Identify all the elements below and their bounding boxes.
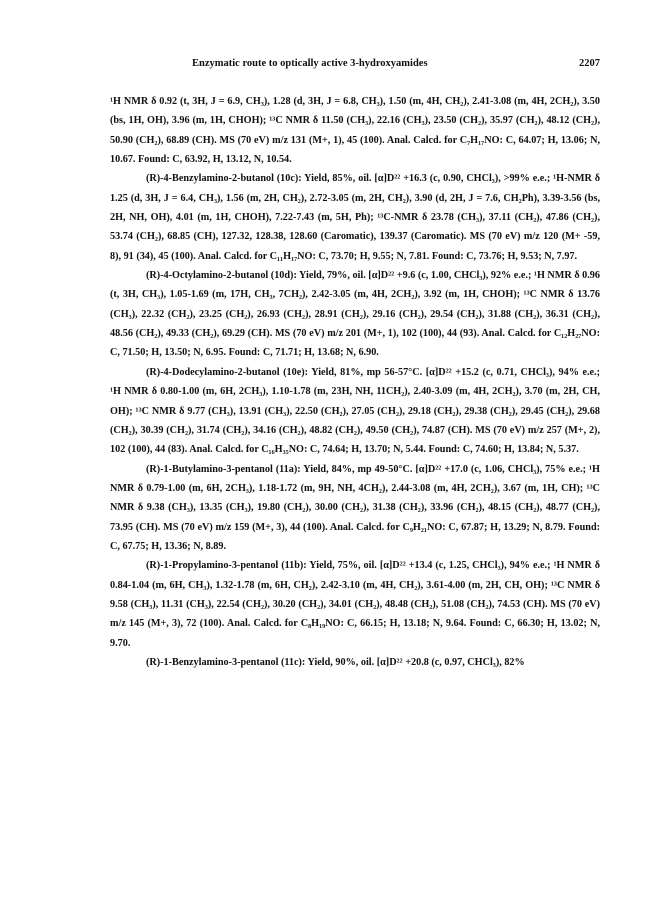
experimental-text (110, 92, 600, 672)
compound-heading: (R)-1-Butylamino-3-pentanol (11a): (146, 463, 301, 475)
paragraph-10d (110, 266, 600, 363)
compound-heading: (R)-1-Benzylamino-3-pentanol (11c): (146, 656, 306, 668)
page-number: 2207 (579, 58, 600, 69)
paragraph-text: Yield, 81%, mp 56-57°C. [α]D²² +15.2 (c, 0.71, CHCl₃), 94% e.e.; ¹H NMR δ 0.80-1.00 (m, 6H, 2CH₃), 1.10-1.78 (m, 23H, NH, 11CH₂), 2.40-3.09 (m, 4H, 2CH₂), 3.70 (m, 2H, CH, OH); ¹³C NMR δ 9.77 (CH₃), 13.91 (CH₃), 22.50 (CH₂), 27.05 (CH₂), 29.18 (CH₂), 29.38 (CH₂), 29.45 (CH₂), 29.68 (CH₂), 30.39 (CH₂), 31.74 (CH₂), 34.16 (CH₂), 48.82 (CH₂), 49.50 (CH₂), 74.87 (CH). MS (70 eV) m/z 257 (M+, 2), 102 (100), 44 (83). Anal. Calcd. for C₁₆H₃₅NO: C, 74.64; H, 13.70; N, 5.44. Found: C, 74.60; H, 13.84; N, 5.37. (110, 366, 600, 456)
paragraph-text: Yield, 79%, oil. [α]D²² +9.6 (c, 1.00, CHCl₃), 92% e.e.; ¹H NMR δ 0.96 (t, 3H, CH₃), 1.05-1.69 (m, 17H, CH₃, 7CH₂), 2.42-3.05 (m, 4H, 2CH₂), 3.92 (m, 1H, CHOH); ¹³C NMR δ 13.76 (CH₃), 22.32 (CH₂), 23.25 (CH₂), 26.93 (CH₂), 28.91 (CH₂), 29.16 (CH₂), 29.54 (CH₂), 31.88 (CH₂), 36.31 (CH₂), 48.56 (CH₂), 49.33 (CH₂), 69.29 (CH). MS (70 eV) m/z 201 (M+, 1), 102 (100), 44 (93). Anal. Calcd. for C₁₂H₂₇NO: C, 71.50; H, 13.50; N, 6.95. Found: C, 71.71; H, 13.68; N, 6.90. (110, 270, 600, 359)
running-title: Enzymatic route to optically active 3-hydroxyamides (192, 58, 428, 69)
paragraph-11a (110, 460, 600, 557)
paragraph-text: ¹H NMR δ 0.92 (t, 3H, J = 6.9, CH₃), 1.28 (d, 3H, J = 6.8, CH₃), 1.50 (m, 4H, CH₂), 2.41-3.08 (m, 4H, 2CH₂), 3.50 (bs, 1H, OH), 3.96 (m, 1H, CHOH); ¹³C NMR δ 11.50 (CH₃), 22.16 (CH₃), 23.50 (CH₂), 35.97 (CH₂), 48.12 (CH₂), 50.90 (CH₂), 68.89 (CH). MS (70 eV) m/z 131 (M+, 1), 45 (100). Anal. Calcd. for C₇H₁₇NO: C, 64.07; H, 13.06; N, 10.67. Found: C, 63.92, H, 13.12, N, 10.54. (110, 96, 600, 166)
paragraph-text: Yield, 90%, oil. [α]D²² +20.8 (c, 0.97, CHCl₃), 82% (305, 656, 525, 668)
compound-heading: (R)-4-Benzylamino-2-butanol (10c): (146, 173, 302, 185)
paragraph-text: Yield, 75%, oil. [α]D²² +13.4 (c, 1.25, CHCl₃), 94% e.e.; ¹H NMR δ 0.84-1.04 (m, 6H, CH₃), 1.32-1.78 (m, 6H, CH₂), 2.42-3.10 (m, 4H, CH₂), 3.61-4.00 (m, 2H, CH, OH); ¹³C NMR δ 9.58 (CH₃), 11.31 (CH₃), 22.54 (CH₂), 30.20 (CH₂), 34.01 (CH₂), 48.48 (CH₂), 51.08 (CH₂), 74.53 (CH). MS (70 eV) m/z 145 (M+, 3), 72 (100). Anal. Calcd. for C₈H₁₉NO: C, 66.15; H, 13.18; N, 9.64. Found: C, 66.30; H, 13.02; N, 9.70. (110, 560, 601, 649)
paragraph-text: Yield, 85%, oil. [α]D²² +16.3 (c, 0.90, CHCl₃), >99% e.e.; ¹H-NMR δ 1.25 (d, 3H, J = 6.4, CH₃), 1.56 (m, 2H, CH₂), 2.72-3.05 (m, 2H, CH₂), 3.90 (d, 2H, J = 7.6, CH₂Ph), 3.39-3.56 (bs, 2H, NH, OH), 4.01 (m, 1H, CHOH), 7.22-7.43 (m, 5H, Ph); ¹³C-NMR δ 23.78 (CH₃), 37.11 (CH₂), 47.86 (CH₂), 53.74 (CH₂), 68.85 (CH), 127.32, 128.38, 128.60 (Caromatic), 139.37 (Caromatic). MS (70 eV) m/z 120 (M+ -59, 8), 91 (34), 45 (100). Anal. Calcd. for C₁₁H₁₇NO: C, 73.70; H, 9.55; N, 7.81. Found: C, 73.76; H, 9.53; N, 7.97. (110, 173, 600, 262)
running-head (110, 58, 600, 72)
compound-heading: (R)-4-Dodecylamino-2-butanol (10e): (146, 366, 309, 378)
paragraph-11b (110, 556, 600, 653)
compound-heading: (R)-1-Propylamino-3-pentanol (11b): (146, 560, 307, 572)
paragraph-10c (110, 169, 600, 266)
paragraph-text: Yield, 84%, mp 49-50°C. [α]D²² +17.0 (c, 1.06, CHCl₃), 75% e.e.; ¹H NMR δ 0.79-1.00 (m, 6H, 2CH₃), 1.18-1.72 (m, 9H, NH, 4CH₂), 2.44-3.08 (m, 4H, 2CH₂), 3.67 (m, 1H, CH); ¹³C NMR δ 9.38 (CH₃), 13.35 (CH₃), 19.80 (CH₂), 30.00 (CH₂), 31.38 (CH₂), 33.96 (CH₂), 48.15 (CH₂), 48.77 (CH₂), 73.95 (CH). MS (70 eV) m/z 159 (M+, 3), 44 (100). Anal. Calcd. for C₉H₂₁NO: C, 67.87; H, 13.29; N, 8.79. Found: C, 67.75; H, 13.36; N, 8.89. (110, 463, 600, 552)
compound-heading: (R)-4-Octylamino-2-butanol (10d): (146, 270, 297, 282)
paragraph-11c (110, 653, 600, 672)
paragraph-10e (110, 363, 600, 460)
paragraph-10b-data (110, 92, 600, 169)
